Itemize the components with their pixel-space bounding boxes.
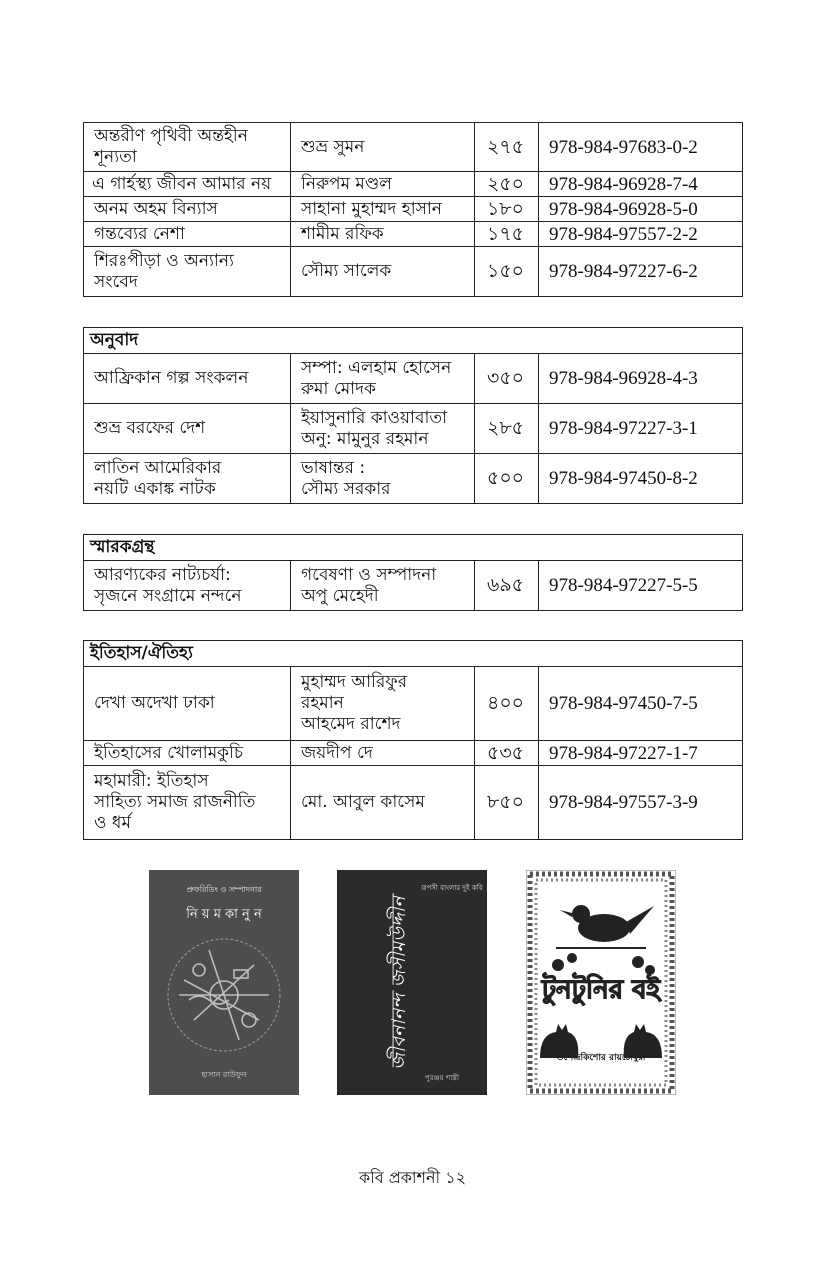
cover-title: জীবনানন্দ জসীমউদ্দীন — [388, 896, 410, 1070]
cover-top-text: প্রুফরিডিং ও সম্পাদনার — [186, 885, 262, 894]
cover-art — [337, 870, 487, 1095]
books-table-memorial — [83, 534, 743, 611]
book-title: দেখা অদেখা ঢাকা — [84, 667, 291, 741]
table-row — [84, 766, 743, 840]
book-price: ৫০০ — [475, 454, 539, 504]
book-title: আফ্রিকান গল্প সংকলন — [84, 354, 291, 404]
table-row — [84, 404, 743, 454]
table-row — [84, 454, 743, 504]
table-row — [84, 667, 743, 741]
book-author: সম্পা: এলহাম হোসেন রুমা মোদক — [291, 354, 475, 404]
book-author: মুহাম্মদ আরিফুর রহমান আহমেদ রাশেদ — [291, 667, 475, 741]
table-row — [84, 197, 743, 222]
cover-top-text: রূপসী বাংলার দুই কবি — [421, 884, 483, 892]
book-title: শিরঃপীড়া ও অন্যান্য সংবেদ — [84, 247, 291, 297]
book-author: নিরুপম মণ্ডল — [291, 172, 475, 197]
cover-title: নি য় ম কা নু ন — [186, 907, 262, 922]
book-title: শুভ্র বরফের দেশ — [84, 404, 291, 454]
books-table-history — [83, 640, 743, 840]
book-isbn: 978-984-97557-2-2 — [539, 222, 743, 247]
book-author: ভাষান্তর : সৌম্য সরকার — [291, 454, 475, 504]
section-heading-row — [84, 328, 743, 354]
book-cover-tuntunir-boi — [526, 870, 676, 1095]
section-heading: ইতিহাস/ঐতিহ্য — [84, 641, 743, 667]
book-author: ইয়াসুনারি কাওয়াবাতা অনু: মামুনুর রহমান — [291, 404, 475, 454]
book-price: ৩৫০ — [475, 354, 539, 404]
table-row — [84, 561, 743, 611]
table-row — [84, 354, 743, 404]
book-price: ৫৩৫ — [475, 741, 539, 766]
table-row — [84, 123, 743, 172]
table-row — [84, 741, 743, 766]
book-title: ইতিহাসের খোলামকুচি — [84, 741, 291, 766]
cover-art — [149, 870, 299, 1095]
book-isbn: 978-984-97450-7-5 — [539, 667, 743, 741]
cover-title: টুনটুনির বই — [541, 975, 661, 1005]
cover-background — [149, 870, 299, 1095]
book-isbn: 978-984-96928-4-3 — [539, 354, 743, 404]
book-isbn: 978-984-97557-3-9 — [539, 766, 743, 840]
book-price: ২৮৫ — [475, 404, 539, 454]
book-title: গন্তব্যের নেশা — [84, 222, 291, 247]
books-table-poetry — [83, 122, 743, 297]
book-isbn: 978-984-97450-8-2 — [539, 454, 743, 504]
book-author: সাহানা মুহাম্মদ হাসান — [291, 197, 475, 222]
book-title: অন্তরীণ পৃথিবী অন্তহীন শূন্যতা — [84, 123, 291, 172]
table-row — [84, 247, 743, 297]
cover-author: হাসান রাউফুন — [201, 1070, 247, 1079]
book-author: শামীম রফিক — [291, 222, 475, 247]
book-price: ১৫০ — [475, 247, 539, 297]
cover-background — [337, 870, 487, 1095]
book-isbn: 978-984-96928-7-4 — [539, 172, 743, 197]
book-price: ৮৫০ — [475, 766, 539, 840]
book-title: এ গার্হস্থ্য জীবন আমার নয় — [84, 172, 291, 197]
cover-art — [526, 870, 676, 1095]
book-price: ১৮০ — [475, 197, 539, 222]
books-table-translation — [83, 327, 743, 504]
book-price: ১৭৫ — [475, 222, 539, 247]
book-isbn: 978-984-97683-0-2 — [539, 123, 743, 172]
section-heading: অনুবাদ — [84, 328, 743, 354]
cover-author: পুরঞ্জয় শাস্ত্রী — [425, 1074, 459, 1082]
book-price: ২৭৫ — [475, 123, 539, 172]
book-author: সৌম্য সালেক — [291, 247, 475, 297]
book-isbn: 978-984-96928-5-0 — [539, 197, 743, 222]
book-price: ৪০০ — [475, 667, 539, 741]
book-title: অনম অহম বিন্যাস — [84, 197, 291, 222]
book-author: শুভ্র সুমন — [291, 123, 475, 172]
book-isbn: 978-984-97227-3-1 — [539, 404, 743, 454]
table-row — [84, 172, 743, 197]
book-isbn: 978-984-97227-5-5 — [539, 561, 743, 611]
book-author: মো. আবুল কাসেম — [291, 766, 475, 840]
book-author: জয়দীপ দে — [291, 741, 475, 766]
book-price: ২৫০ — [475, 172, 539, 197]
book-price: ৬৯৫ — [475, 561, 539, 611]
book-cover-rupasi-banglar — [337, 870, 487, 1095]
book-author: গবেষণা ও সম্পাদনা অপু মেহেদী — [291, 561, 475, 611]
book-isbn: 978-984-97227-1-7 — [539, 741, 743, 766]
section-heading: স্মারকগ্রন্থ — [84, 535, 743, 561]
book-title: লাতিন আমেরিকার নয়টি একাঙ্ক নাটক — [84, 454, 291, 504]
book-title: মহামারী: ইতিহাস সাহিত্য সমাজ রাজনীতি ও ধর্ম — [84, 766, 291, 840]
book-cover-niyomkanun — [149, 870, 299, 1095]
section-heading-row — [84, 641, 743, 667]
cover-author: উপেন্দ্রকিশোর রায়চৌধুরী — [556, 1053, 646, 1063]
table-row — [84, 222, 743, 247]
page-footer: কবি প্রকাশনী ১২ — [358, 1168, 466, 1187]
book-title: আরণ্যকের নাট্যচর্যা: সৃজনে সংগ্রামে নন্দনে — [84, 561, 291, 611]
section-heading-row — [84, 535, 743, 561]
book-isbn: 978-984-97227-6-2 — [539, 247, 743, 297]
